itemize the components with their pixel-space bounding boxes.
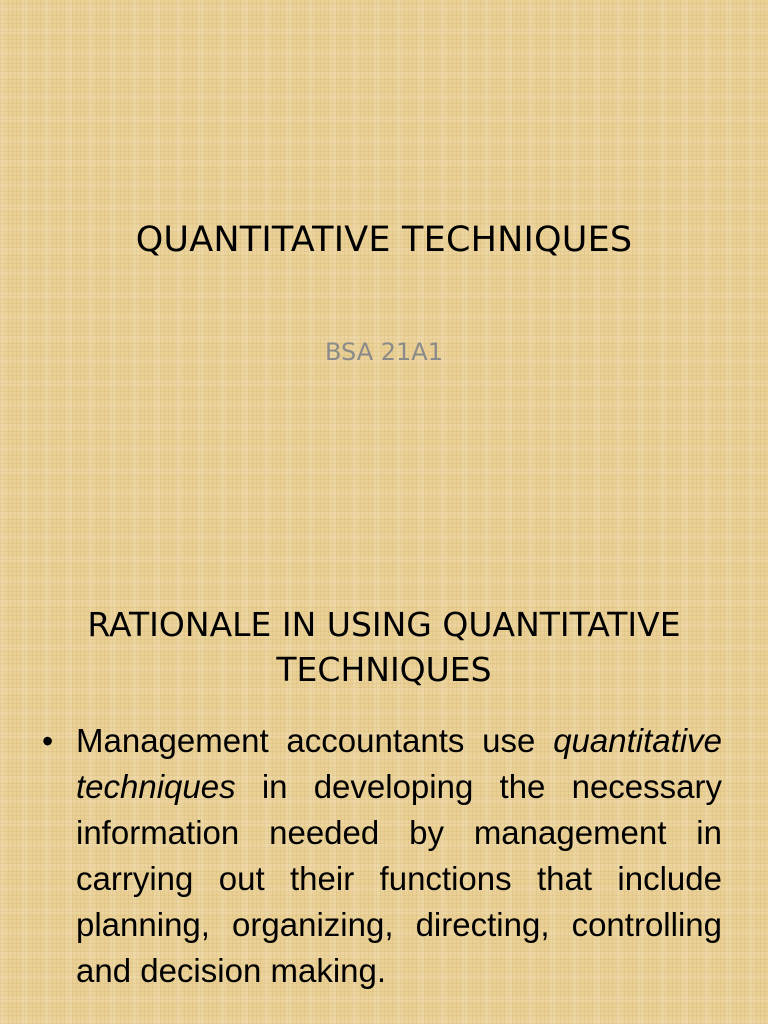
bullet-marker: • — [42, 723, 54, 759]
bullet-item — [42, 718, 722, 994]
slide-rationale — [0, 560, 768, 1024]
bullet-text — [76, 718, 722, 994]
bullet-text-start: Management accountants use — [76, 722, 554, 759]
bullet-text-end: in developing the necessary information needed by management in carrying out their functions that include planning, organizing, directing, controlling and decision making. — [76, 768, 722, 989]
presentation-title: QUANTITATIVE TECHNIQUES — [135, 220, 633, 260]
presentation-subtitle: BSA 21A1 — [325, 338, 443, 366]
bullet-text-italic: quantitative techniques — [76, 722, 722, 805]
slide-heading: RATIONALE IN USING QUANTITATIVE TECHNIQUES — [87, 605, 681, 689]
